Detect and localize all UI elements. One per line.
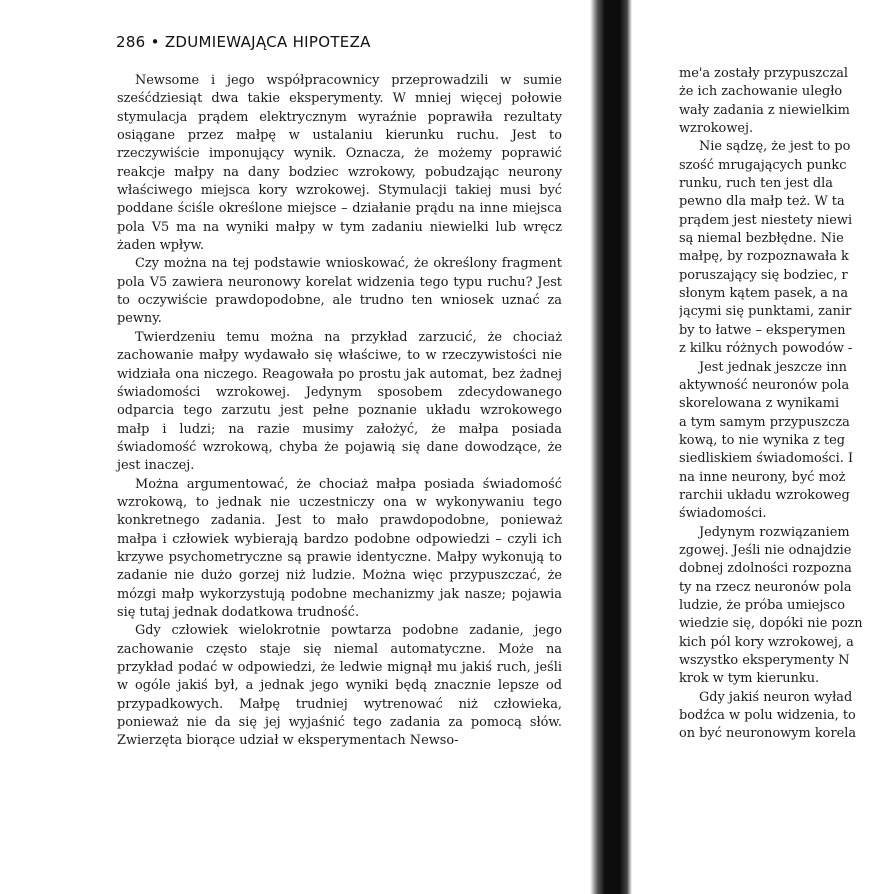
text-line: siedliskiem świadomości. I — [679, 451, 854, 467]
text-line: szość mrugających punkc — [679, 157, 847, 173]
text-line: ty na rzecz neuronów pola — [679, 579, 852, 595]
book-gutter-shadow — [590, 0, 632, 894]
text-line: z kilku różnych powodów - — [679, 341, 853, 357]
text-line: aktywność neuronów pola — [679, 377, 850, 393]
text-line: wały zadania z niewielkim — [679, 102, 850, 118]
text-line: słonym kątem pasek, a na — [679, 286, 849, 302]
header-bullet: • — [150, 33, 160, 51]
text-line: wszystko eksperymenty N — [679, 653, 850, 668]
text-line: Nie sądzę, że jest to po — [699, 139, 851, 155]
text-line: wiedzie się, dopóki nie pozn — [679, 616, 863, 632]
text-line: bodźca w polu widzenia, to — [679, 708, 856, 724]
text-line: a tym samym przypuszcza — [679, 414, 850, 430]
text-line: świadomości. — [679, 506, 767, 522]
text-line: małpę, by rozpoznawała k — [679, 249, 849, 265]
text-line: ludzie, że próba umiejsco — [679, 597, 846, 613]
text-line: jącymi się punktami, zanir — [679, 304, 852, 320]
text-line: krok w tym kierunku. — [679, 671, 820, 687]
paragraph: Newsome i jego współpracownicy przeprowadzili w sumie sześćdziesiąt dwa takie eksperymenty. W mniej więcej połowie stymulacja prądem elektrycznym wyraźnie poprawiła rezultaty osiągane przez małpę w ustalaniu kierunku ruchu. Jest to rzeczywiście imponujący wynik. Oznacza, że możemy poprawić reakcje małpy na dany bodziec wzrokowy, pobudzając neurony właściwego miejsca kory wzrokowej. Stymulacji takiej musi być poddane ściśle określone miejsce – działanie prądu na inne miejsca pola V5 ma na wyniki małpy w tym zadaniu niewielki lub wręcz żaden wpływ. — [117, 73, 562, 254]
text-line: me'a zostały przypuszczal — [679, 66, 849, 81]
text-line: poruszający się bodziec, r — [679, 267, 848, 283]
text-line: na inne neurony, być moż — [679, 469, 846, 485]
text-line: skorelowana z wynikami — [679, 396, 840, 412]
text-line: Jedynym rozwiązaniem — [699, 524, 850, 540]
paragraph: Gdy człowiek wielokrotnie powtarza podobne zadanie, jego zachowanie często staje się niemal automatyczne. Może na przykład podać w odpowiedzi, że ledwie mignął mu jakiś ruch, jeśli w ogóle jakiś był, a jednak jego wyniki będą znacznie lepsze od przypadkowych. Małpę trudniej wytrenować niż człowieka, ponieważ nie da się jej wyjaśnić tego zadania za pomocą słów. Zwierzęta biorące udział w eksperymentach Newso- — [117, 623, 562, 749]
text-line: by to łatwe – eksperymen — [679, 322, 846, 338]
left-page-text — [117, 72, 562, 751]
text-line: rarchii układu wzrokoweg — [679, 487, 850, 503]
text-line: kich pól kory wzrokowej, a — [679, 634, 854, 650]
text-line: wzrokowej. — [679, 121, 754, 137]
text-line: kową, to nie wynika z teg — [679, 432, 845, 448]
text-line: zgowej. Jeśli nie odnajdzie — [679, 542, 852, 558]
text-line: są niemal bezbłędne. Nie — [679, 231, 844, 247]
paragraph: Twierdzeniu temu można na przykład zarzucić, że chociaż zachowanie małpy wydawało się właściwe, to w rzeczywistości nie widziała ona niczego. Reagowała po prostu jak automat, bez żadnej świadomości wzrokowej. Jedynym sposobem zdecydowanego odparcia tego zarzutu jest pełne poznanie układu wzrokowego małp i ludzi; na razie musimy założyć, że małpa posiada świadomość wzrokową, chyba że pojawią się dane dowodzące, że jest inaczej. — [117, 329, 562, 474]
text-line: Jest jednak jeszcze inn — [699, 359, 847, 375]
text-line: Gdy jakiś neuron wyład — [699, 689, 853, 705]
text-line: prądem jest niestety niewi — [679, 212, 853, 228]
paragraph: Czy można na tej podstawie wnioskować, że określony fragment pola V5 zawiera neuronowy korelat widzenia tego typu ruchu? Jest to oczywiście prawdopodobne, ale trudno ten wniosek uznać za pewny. — [117, 256, 562, 327]
right-page-text — [679, 65, 893, 744]
text-line: że ich zachowanie uległo — [679, 84, 843, 100]
text-line: dobnej zdolności rozpozna — [679, 561, 852, 577]
text-line: runku, ruch ten jest dla — [679, 176, 833, 192]
paragraph: Można argumentować, że chociaż małpa posiada świadomość wzrokową, to jednak nie uczestniczy ona w wykonywaniu tego konkretnego zadania. Jest to mało prawdopodobne, ponieważ małpa i człowiek wybierają bardzo podobne odpowiedzi – czyli ich krzywe psychometryczne są prawie identyczne. Małpy wykonują to zadanie nie dużo gorzej niż ludzie. Można więc przypuszczać, że mózgi małp wykorzystują podobne mechanizmy jak nasze; pojawia się tutaj jednak dodatkowa trudność. — [117, 476, 562, 620]
text-line: pewno dla małp też. W ta — [679, 194, 845, 210]
chapter-title: ZDUMIEWAJĄCA HIPOTEZA — [164, 33, 371, 51]
running-header — [116, 33, 371, 51]
text-line: on być neuronowym korela — [679, 726, 857, 742]
page-number: 286 — [116, 33, 146, 51]
